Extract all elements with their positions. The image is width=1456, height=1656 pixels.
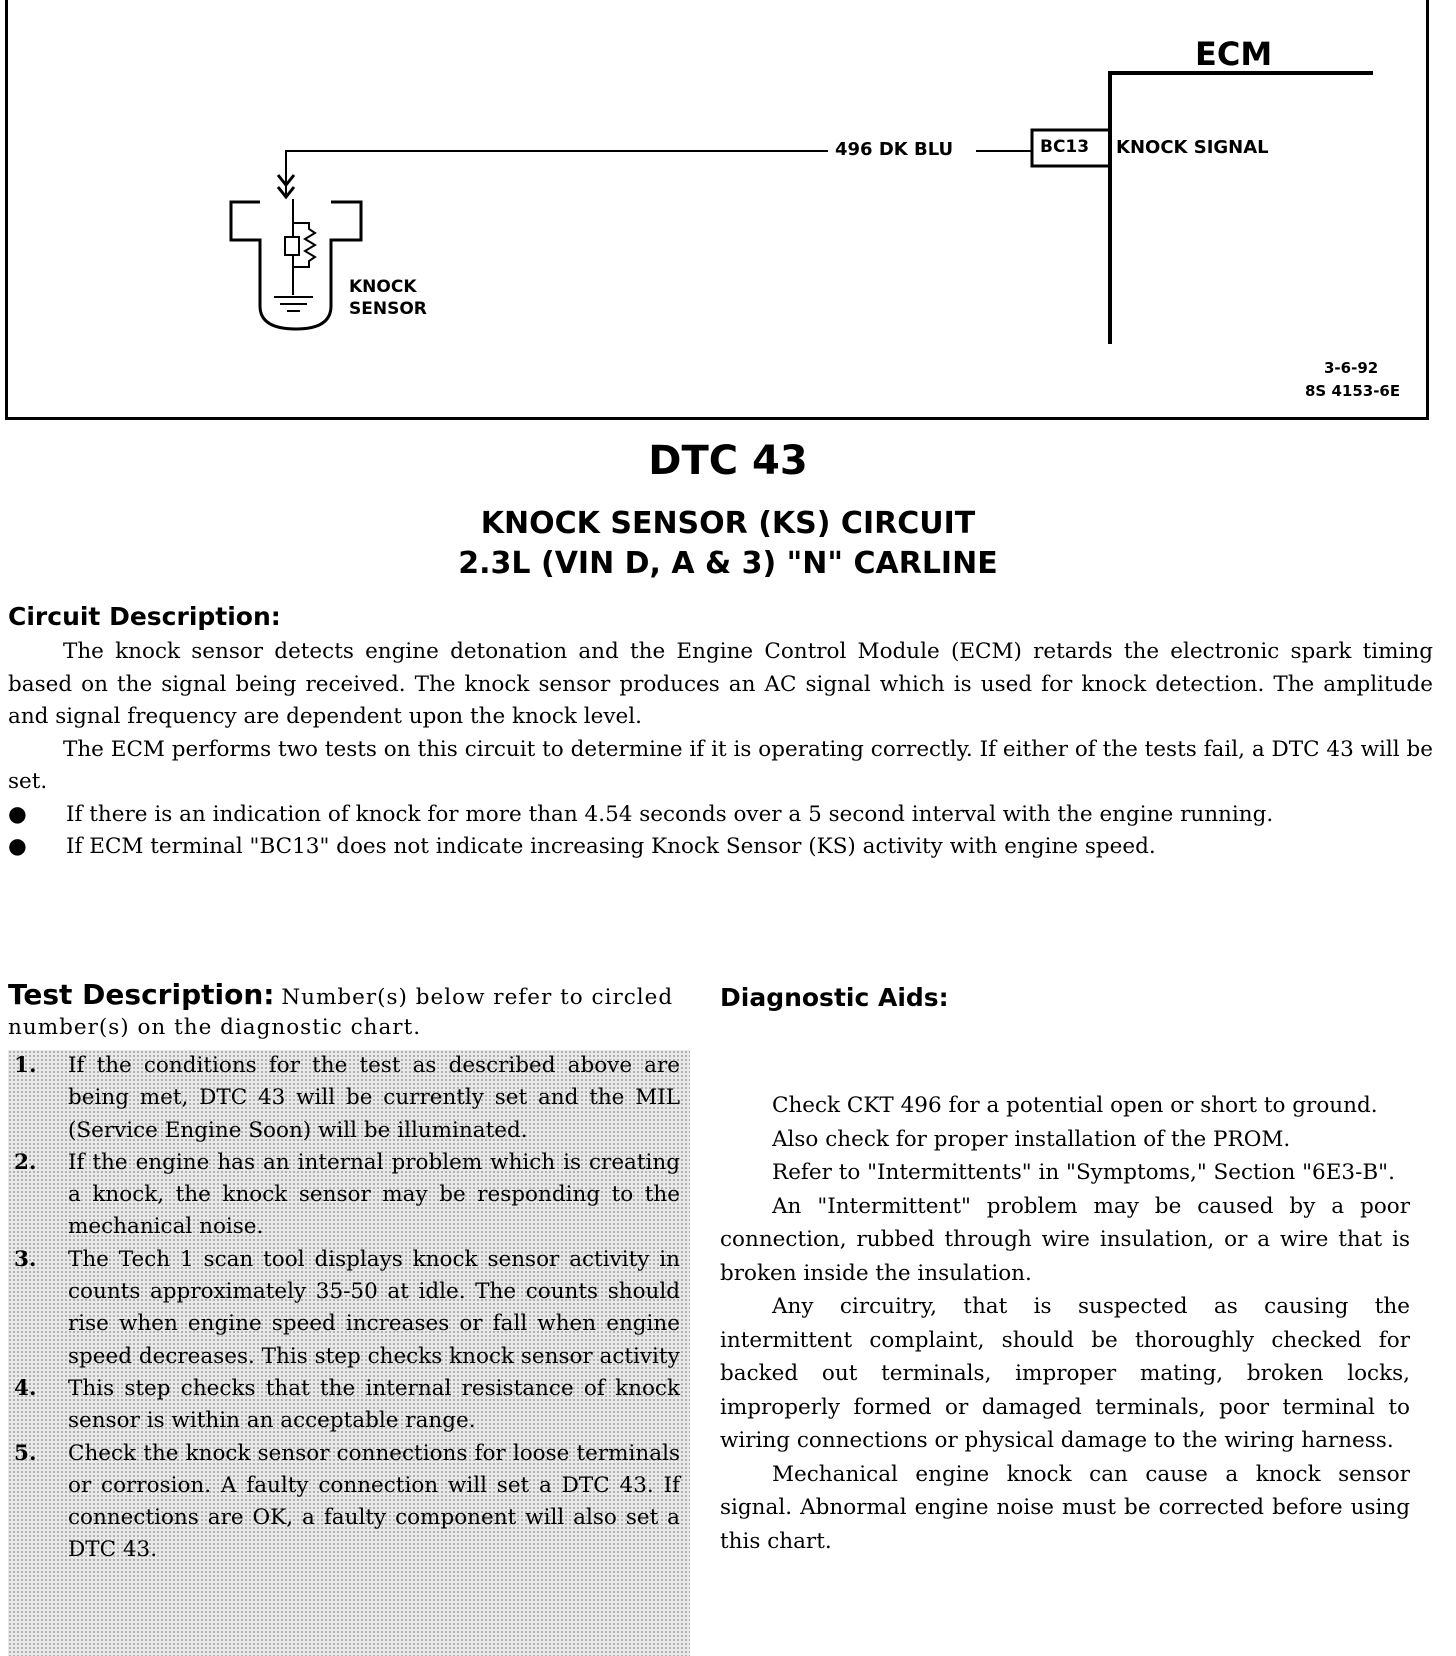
test-item-5: [8, 1438, 690, 1567]
test-item-3: [8, 1244, 690, 1373]
test-item-number: 4.: [14, 1375, 37, 1401]
knock-sensor-body: [231, 202, 361, 329]
diagnostic-aids-paragraph-1: Check CKT 496 for a potential open or short to ground.: [772, 1093, 1378, 1118]
circuit-bullet-1: [8, 799, 1433, 832]
test-description-intro: Number(s) below refer to circled number(s) on the diagnostic chart.: [8, 985, 674, 1040]
test-item-4: [8, 1373, 690, 1438]
circuit-description-heading: Circuit Description:: [8, 602, 281, 631]
knock-signal-label: KNOCK SIGNAL: [1116, 137, 1269, 158]
ecm-label: ECM: [1195, 35, 1273, 73]
circuit-bullet-text: If there is an indication of knock for more than 4.54 seconds over a 5 second interval with the engine running.: [66, 801, 1274, 827]
knock-sensor-label-2: SENSOR: [349, 299, 427, 319]
diagnostic-aids-paragraph-6: Mechanical engine knock can cause a knock sensor signal. Abnormal engine noise must be corrected before using this chart.: [720, 1461, 1410, 1554]
resistor-zigzag-icon: [293, 223, 315, 267]
diagnostic-aids-heading: Diagnostic Aids:: [720, 983, 949, 1012]
page-subtitle-1: KNOCK SENSOR (KS) CIRCUIT: [480, 506, 976, 541]
wire-label: 496 DK BLU: [835, 139, 954, 160]
test-item-2: [8, 1147, 690, 1244]
test-item-text: The Tech 1 scan tool displays knock sensor activity in counts approximately 35-50 at idle. The counts should rise when engine speed increases or fall when engine speed decreases. This step checks knock sensor activity: [68, 1246, 680, 1369]
test-item-1: [8, 1050, 690, 1147]
page-title: DTC 43: [648, 438, 808, 484]
test-description-list: [8, 1050, 690, 1656]
test-description-heading: Test Description:: [8, 978, 275, 1011]
wiring-diagram: [5, 0, 1429, 420]
terminal-label: BC13: [1040, 137, 1090, 157]
date-code: 3-6-92: [1324, 359, 1379, 377]
test-item-number: 5.: [14, 1440, 37, 1466]
test-item-text: This step checks that the internal resistance of knock sensor is within an acceptable range.: [68, 1375, 680, 1434]
diagnostic-aids-paragraph-3: Refer to "Intermittents" in "Symptoms," Section "6E3-B".: [772, 1160, 1395, 1185]
knock-sensor-label-1: KNOCK: [349, 277, 417, 297]
diagnostic-aids-body: [720, 1089, 1410, 1558]
circuit-description-paragraph-2: The ECM performs two tests on this circuit to determine if it is operating correctly. If either of the tests fail, a DTC 43 will be set.: [8, 736, 1433, 794]
test-description-header: [8, 980, 685, 1043]
piezo-element-icon: [285, 237, 299, 255]
test-item-text: If the conditions for the test as described above are being met, DTC 43 will be currently set and the MIL (Service Engine Soon) will be illuminated.: [68, 1053, 680, 1143]
bullet-dot-icon: ●: [8, 834, 27, 859]
diagnostic-aids-paragraph-5: Any circuitry, that is suspected as causing the intermittent complaint, should be thoroughly checked for backed out terminals, improper mating, broken locks, improperly formed or damaged terminals, poor terminal to wiring connections or physical damage to the wiring harness.: [720, 1294, 1410, 1453]
circuit-description-body: [8, 636, 1433, 864]
test-item-text: Check the knock sensor connections for loose terminals or corrosion. A faulty connection will set a DTC 43. If connections are OK, a faulty component will also set a DTC 43.: [68, 1440, 680, 1563]
circuit-bullet-2: [8, 831, 1433, 864]
circuit-description-paragraph-1: The knock sensor detects engine detonation and the Engine Control Module (ECM) retards the electronic spark timing based on the signal being received. The knock sensor produces an AC signal which is used for knock detection. The amplitude and signal frequency are dependent upon the knock level.: [8, 639, 1433, 729]
figure-code: 8S 4153-6E: [1305, 382, 1401, 400]
test-item-number: 3.: [14, 1246, 37, 1272]
test-item-number: 1.: [14, 1053, 37, 1078]
diagnostic-aids-paragraph-2: Also check for proper installation of the PROM.: [772, 1126, 1291, 1152]
diagnostic-aids-paragraph-4: An "Intermittent" problem may be caused by a poor connection, rubbed through wire insulation, or a wire that is broken inside the insulation.: [720, 1193, 1410, 1286]
page-subtitle-2: 2.3L (VIN D, A & 3) "N" CARLINE: [458, 546, 998, 581]
circuit-bullet-text: If ECM terminal "BC13" does not indicate increasing Knock Sensor (KS) activity with engine speed.: [66, 834, 1156, 859]
test-item-text: If the engine has an internal problem which is creating a knock, the knock sensor may be responding to the mechanical noise.: [68, 1149, 680, 1240]
test-item-number: 2.: [14, 1149, 37, 1175]
bullet-dot-icon: ●: [8, 801, 27, 827]
